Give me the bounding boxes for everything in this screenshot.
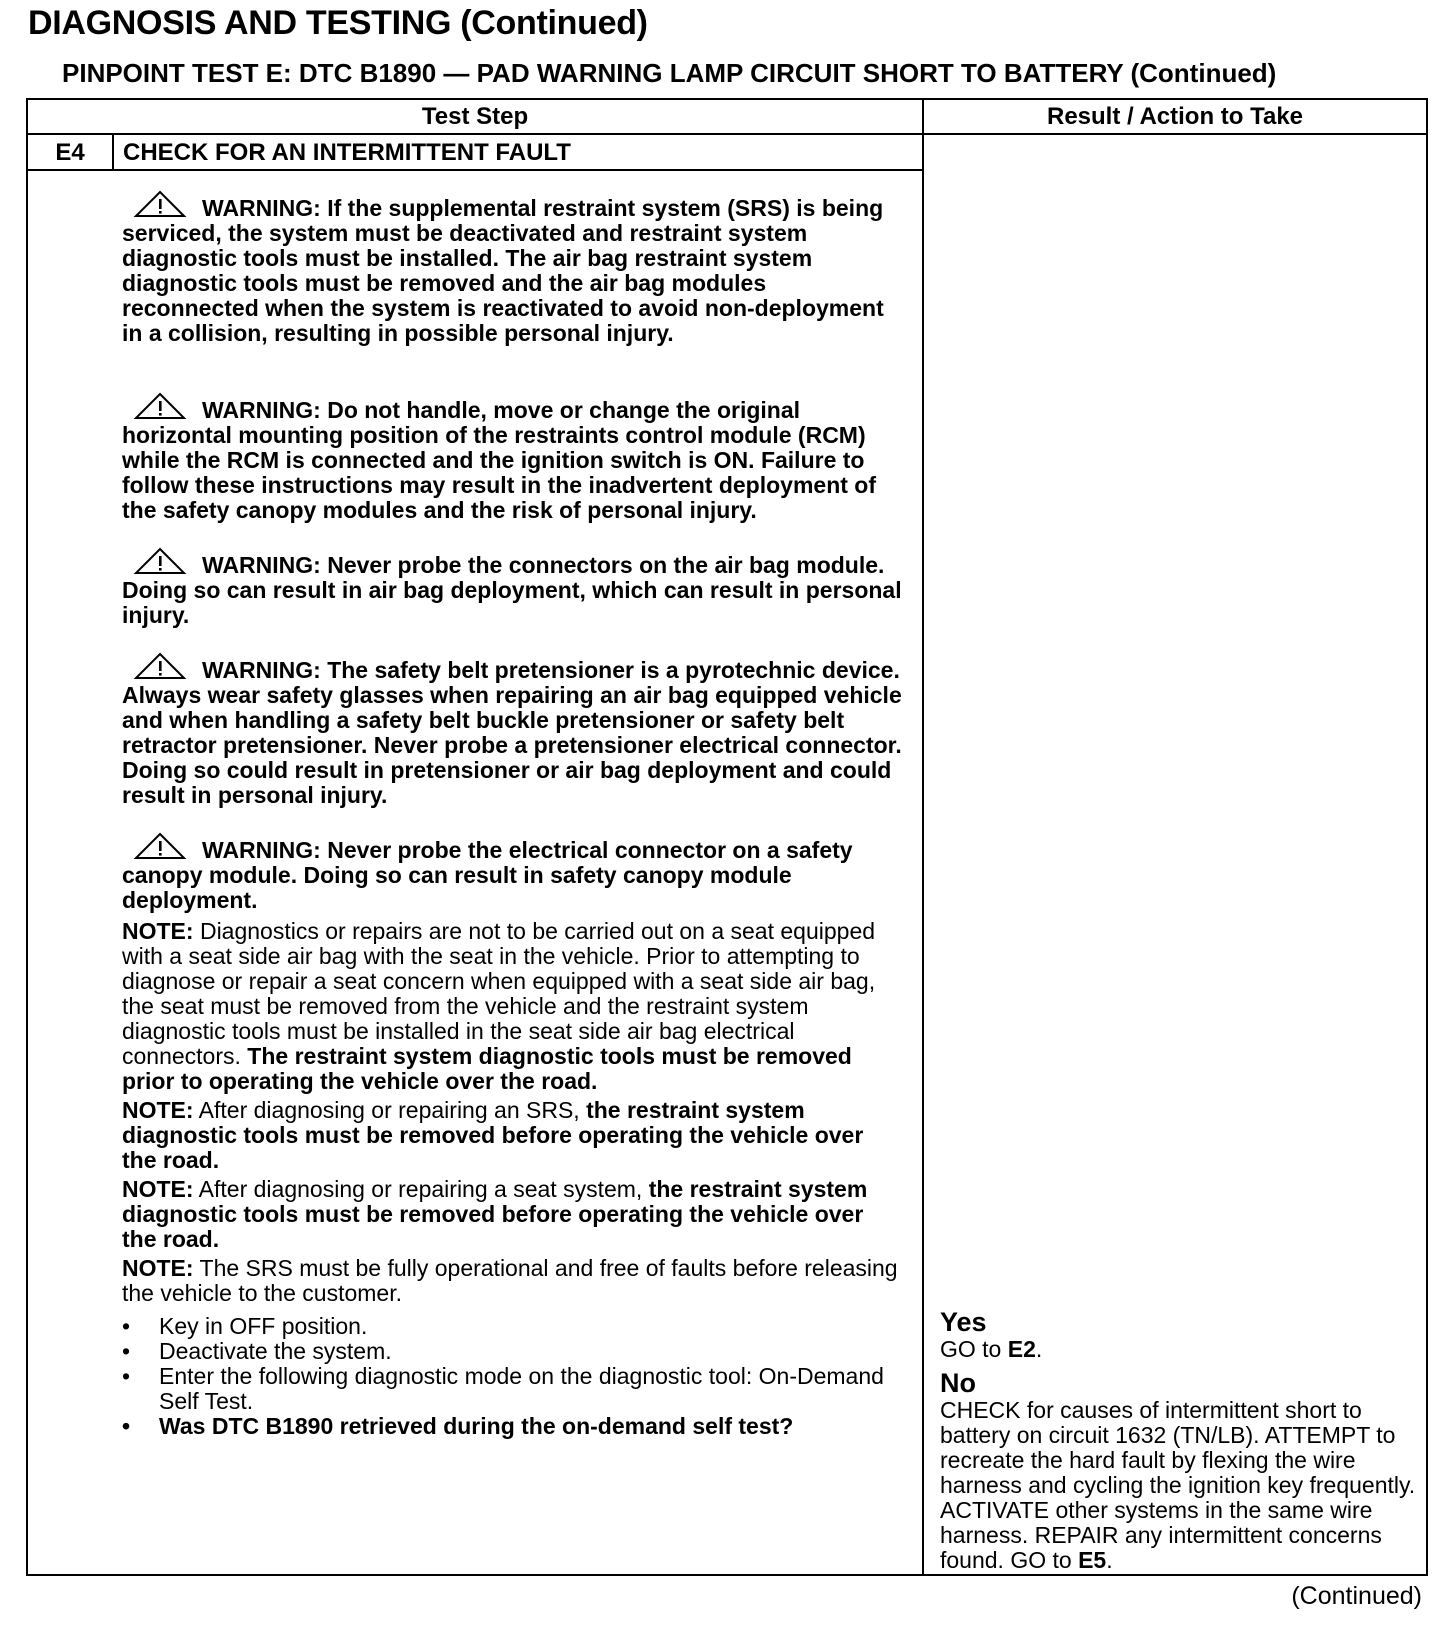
step-body <box>122 190 902 1439</box>
list-item: • Enter the following diagnostic mode on the diagnostic tool: On-Demand Self Test. <box>122 1364 902 1414</box>
warning-air-bag-connectors: WARNING: Never probe the connectors on the air bag module. Doing so can result in air bag deployment, which can result in personal injury. <box>122 547 902 628</box>
warning-triangle-icon <box>132 547 188 575</box>
column-header-result: Result / Action to Take <box>1046 103 1304 130</box>
note-srs-operational: NOTE: The SRS must be fully operational and free of faults before releasing the vehicle to the customer. <box>122 1255 898 1306</box>
warning-srs-service: WARNING: If the supplemental restraint system (SRS) is being serviced, the system must be deactivated and restraint system diagnostic tools must be installed. The air bag restraint system diagnostic tools must be removed and the air bag modules reconnected when the system is reactivated to avoid non-deployment in a collision, resulting in possible personal injury. <box>122 190 902 346</box>
note-seat-side-air-bag: NOTE: Diagnostics or repairs are not to be carried out on a seat equipped with a seat side air bag with the seat in the vehicle. Prior to attempting to diagnose or repair a seat concern when equipped with a seat side air bag, the seat must be removed from the vehicle and the restraint system diagnostic tools must be installed in the seat side air bag electrical connectors. The restraint system diagnostic tools must be removed prior to operating the vehicle over the road. <box>122 918 876 1094</box>
procedure-steps <box>122 1314 902 1439</box>
warning-pretensioner: WARNING: The safety belt pretensioner is a pyrotechnic device. Always wear safety glasses when repairing an air bag equipped vehicle and when handling a safety belt buckle pretensioner or safety belt retractor pretensioner. Never probe a pretensioner electrical connector. Doing so could result in pretensioner or air bag deployment and could result in personal injury. <box>122 652 902 808</box>
warning-safety-canopy: WARNING: Never probe the electrical connector on a safety canopy module. Doing so can result in safety canopy module deployment. <box>122 832 902 913</box>
warning-triangle-icon <box>132 832 188 860</box>
test-question: • Was DTC B1890 retrieved during the on-demand self test? <box>122 1414 902 1439</box>
goto-e2-link[interactable]: E2 <box>1007 1336 1036 1362</box>
step-title: CHECK FOR AN INTERMITTENT FAULT <box>123 139 571 166</box>
continued-footer: (Continued) <box>1291 1582 1422 1610</box>
step-id: E4 <box>55 139 85 166</box>
result-no-action: CHECK for causes of intermittent short to battery on circuit 1632 (TN/LB). ATTEMPT to recreate the hard fault by flexing the wire harness and cycling the ignition key frequently. ACTIVATE other systems in the same wire harness. REPAIR any intermittent concerns found. GO to E5. <box>940 1397 1416 1573</box>
result-yes-label: Yes <box>940 1307 987 1337</box>
column-divider <box>922 100 924 1574</box>
result-no-label: No <box>940 1368 976 1398</box>
goto-e5-link[interactable]: E5 <box>1078 1547 1107 1573</box>
warning-triangle-icon <box>132 190 188 218</box>
step-id-divider <box>112 134 114 170</box>
note-seat-system-repair: NOTE: After diagnosing or repairing a seat system, the restraint system diagnostic tools must be removed before operating the vehicle over the road. <box>122 1176 868 1252</box>
note-srs-repair: NOTE: After diagnosing or repairing an SRS, the restraint system diagnostic tools must be removed before operating the vehicle over the road. <box>122 1097 864 1173</box>
result-yes-action: GO to E2. <box>940 1336 1043 1362</box>
list-item: • Deactivate the system. <box>122 1339 902 1364</box>
warning-rcm-position: WARNING: Do not handle, move or change the original horizontal mounting position of the restraints control module (RCM) while the RCM is connected and the ignition switch is ON. Failure to follow these instructions may result in the inadvertent deployment of the safety canopy modules and the risk of personal injury. <box>122 392 902 523</box>
warning-triangle-icon <box>132 392 188 420</box>
list-item: • Key in OFF position. <box>122 1314 902 1339</box>
result-actions <box>940 1307 1424 1573</box>
column-header-test-step: Test Step <box>421 103 529 130</box>
warning-triangle-icon <box>132 652 188 680</box>
page-title: DIAGNOSIS AND TESTING (Continued) <box>28 4 648 42</box>
pinpoint-test-title: PINPOINT TEST E: DTC B1890 — PAD WARNING LAMP CIRCUIT SHORT TO BATTERY (Continued) <box>62 58 1277 88</box>
